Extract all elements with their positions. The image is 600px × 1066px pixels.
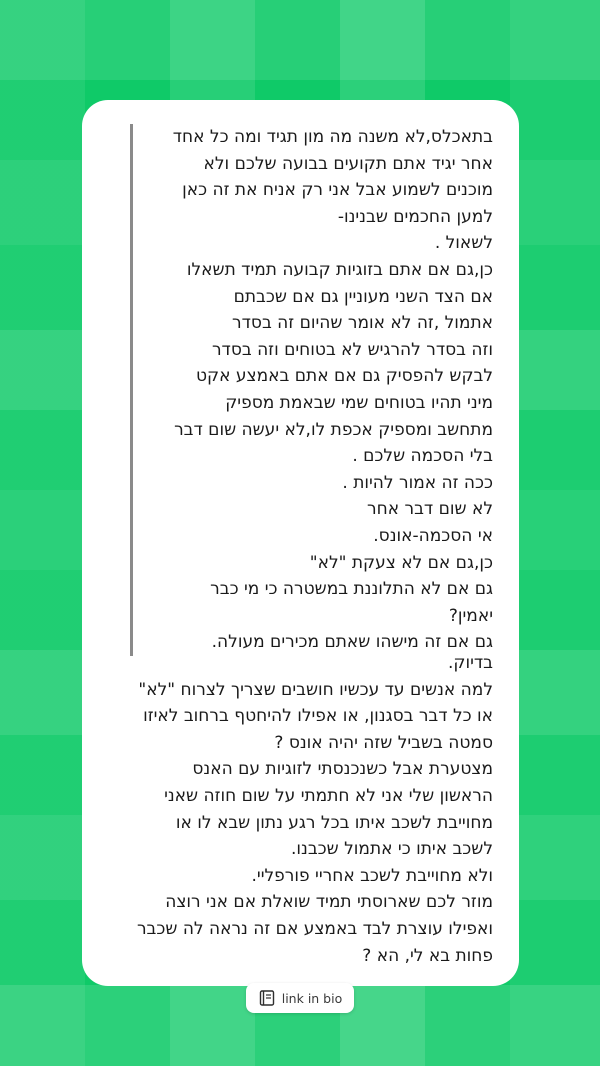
body-line: פחות בא לי, הא ? (362, 945, 493, 966)
quote-line: לבקש להפסיק גם אם אתם באמצע אקט (196, 366, 493, 387)
body-line: למה אנשים עד עכשיו חושבים שצריך לצרוח "לא" (138, 679, 493, 700)
quote-line: גם אם זה מישהו שאתם מכירים מעולה. (211, 632, 493, 653)
body-line: מצטערת אבל כשנכנסתי לזוגיות עם האנס (192, 759, 493, 780)
body-line: הראשון שלי אני לא חתמתי על שום חוזה שאני (164, 785, 493, 806)
body-line: או כל דבר בסגנון, או אפילו להיחטף ברחוב לאיזו (143, 706, 493, 727)
quote-line: בלי הסכמה שלכם . (352, 446, 493, 467)
quote-line: למען החכמים שבנינו- (337, 206, 493, 227)
body-line: סמטה בשביל שזה יהיה אונס ? (274, 732, 493, 753)
link-in-bio-label: link in bio (281, 990, 343, 1006)
quote-line: אחר יגיד אתם תקועים בבועה שלכם ולא (203, 153, 493, 174)
quote-line: כן,גם אם אתם בזוגיות קבועה תמיד תשאלו (186, 259, 493, 280)
quote-block (130, 124, 493, 656)
quote-line: לא שום דבר אחר (367, 499, 493, 520)
quote-line: כן,גם אם לא צעקת "לא" (309, 552, 493, 573)
quote-line: גם אם לא התלוננת במשטרה כי מי כבר (210, 579, 493, 600)
quote-line: מתחשב ומספיק אכפת לו,לא יעשה שום דבר (174, 419, 493, 440)
book-icon (258, 989, 276, 1007)
body-line: ולא מחוייבת לשכב אחריי פורפליי. (251, 865, 493, 886)
body-line: ואפילו עוצרת לבד באמצע אם זה נראה לה שכבר (136, 918, 493, 939)
quote-line: אתמול ,זה לא אומר שהיום זה בסדר (232, 313, 493, 334)
post-card (82, 100, 519, 986)
quote-line: ככה זה אמור להיות . (342, 472, 493, 493)
quote-line: אם הצד השני מעוניין גם אם שכבתם (233, 286, 493, 307)
link-in-bio-button[interactable] (246, 983, 354, 1013)
quote-line: לשאול . (434, 233, 493, 254)
body-line: מוזר לכם שארוסתי תמיד שואלת אם אני רוצה (165, 892, 493, 913)
quote-line: מוכנים לשמוע אבל אני רק אניח את זה כאן (182, 180, 493, 201)
body-line: לשכב איתו כי אתמול שכבנו. (291, 839, 493, 860)
body-line: מחוייבת לשכב איתו בכל רגע נתון שבא לו או (175, 812, 493, 833)
quote-line: בתאכלס,לא משנה מה מון תגיד ומה כל אחד (172, 127, 493, 147)
quote-line: אי הסכמה-אונס. (373, 525, 493, 546)
post-body (100, 650, 493, 969)
quote-line: יאמין? (448, 605, 493, 626)
body-line: בדיוק. (447, 653, 493, 673)
quote-line: וזה בסדר להרגיש לא בטוחים וזה בסדר (211, 339, 493, 360)
quote-line: מיני תהיו בטוחים שמי שבאמת מספיק (225, 392, 493, 413)
